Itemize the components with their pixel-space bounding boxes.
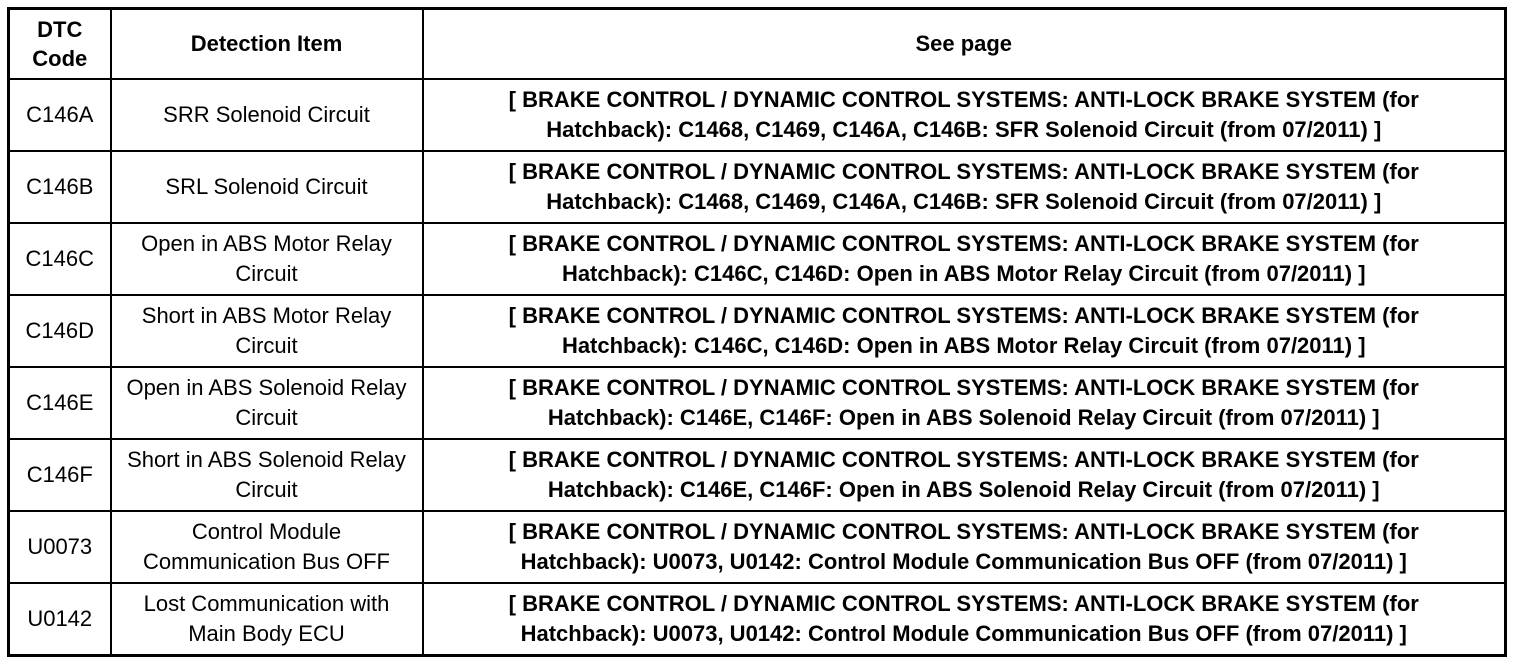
table-row	[9, 583, 1506, 655]
dtc-code-cell: U0142	[9, 583, 111, 655]
see-page-link[interactable]: [ BRAKE CONTROL / DYNAMIC CONTROL SYSTEMS: ANTI-LOCK BRAKE SYSTEM (for Hatchback): C146C, C146D: Open in ABS Motor Relay Circuit (from 07/2011) ]	[423, 295, 1506, 367]
detection-item-cell: Control Module Communication Bus OFF	[111, 511, 423, 583]
table-header	[9, 9, 1506, 79]
see-page-link[interactable]: [ BRAKE CONTROL / DYNAMIC CONTROL SYSTEMS: ANTI-LOCK BRAKE SYSTEM (for Hatchback): C1468, C1469, C146A, C146B: SFR Solenoid Circuit (from 07/2011) ]	[423, 79, 1506, 151]
header-row	[9, 9, 1506, 79]
detection-item-cell: Short in ABS Solenoid Relay Circuit	[111, 439, 423, 511]
table-body	[9, 79, 1506, 656]
dtc-table	[7, 7, 1507, 657]
table-row	[9, 223, 1506, 295]
detection-item-cell: SRR Solenoid Circuit	[111, 79, 423, 151]
detection-item-cell: Open in ABS Motor Relay Circuit	[111, 223, 423, 295]
dtc-code-cell: C146C	[9, 223, 111, 295]
detection-item-cell: Open in ABS Solenoid Relay Circuit	[111, 367, 423, 439]
table-row	[9, 367, 1506, 439]
header-dtc-code	[9, 9, 111, 79]
table-row	[9, 79, 1506, 151]
header-see-page-label: See page	[915, 31, 1013, 57]
dtc-code-cell: C146F	[9, 439, 111, 511]
see-page-link[interactable]: [ BRAKE CONTROL / DYNAMIC CONTROL SYSTEMS: ANTI-LOCK BRAKE SYSTEM (for Hatchback): U0073, U0142: Control Module Communication Bus OFF (from 07/2011) ]	[423, 583, 1506, 655]
dtc-code-cell: C146B	[9, 151, 111, 223]
detection-item-cell: Lost Communication with Main Body ECU	[111, 583, 423, 655]
see-page-link[interactable]: [ BRAKE CONTROL / DYNAMIC CONTROL SYSTEMS: ANTI-LOCK BRAKE SYSTEM (for Hatchback): C146C, C146D: Open in ABS Motor Relay Circuit (from 07/2011) ]	[423, 223, 1506, 295]
see-page-link[interactable]: [ BRAKE CONTROL / DYNAMIC CONTROL SYSTEMS: ANTI-LOCK BRAKE SYSTEM (for Hatchback): C146E, C146F: Open in ABS Solenoid Relay Circuit (from 07/2011) ]	[423, 439, 1506, 511]
header-detection-item	[111, 9, 423, 79]
detection-item-cell: Short in ABS Motor Relay Circuit	[111, 295, 423, 367]
dtc-code-cell: C146D	[9, 295, 111, 367]
table-row	[9, 439, 1506, 511]
dtc-code-cell: U0073	[9, 511, 111, 583]
see-page-link[interactable]: [ BRAKE CONTROL / DYNAMIC CONTROL SYSTEMS: ANTI-LOCK BRAKE SYSTEM (for Hatchback): C146E, C146F: Open in ABS Solenoid Relay Circuit (from 07/2011) ]	[423, 367, 1506, 439]
table-row	[9, 151, 1506, 223]
header-dtc-code-label: DTC Code	[32, 16, 88, 71]
header-detection-item-label: Detection Item	[190, 31, 343, 57]
table-row	[9, 295, 1506, 367]
header-see-page	[423, 9, 1506, 79]
see-page-link[interactable]: [ BRAKE CONTROL / DYNAMIC CONTROL SYSTEMS: ANTI-LOCK BRAKE SYSTEM (for Hatchback): C1468, C1469, C146A, C146B: SFR Solenoid Circuit (from 07/2011) ]	[423, 151, 1506, 223]
dtc-code-cell: C146E	[9, 367, 111, 439]
table-row	[9, 511, 1506, 583]
detection-item-cell: SRL Solenoid Circuit	[111, 151, 423, 223]
dtc-code-cell: C146A	[9, 79, 111, 151]
see-page-link[interactable]: [ BRAKE CONTROL / DYNAMIC CONTROL SYSTEMS: ANTI-LOCK BRAKE SYSTEM (for Hatchback): U0073, U0142: Control Module Communication Bus OFF (from 07/2011) ]	[423, 511, 1506, 583]
